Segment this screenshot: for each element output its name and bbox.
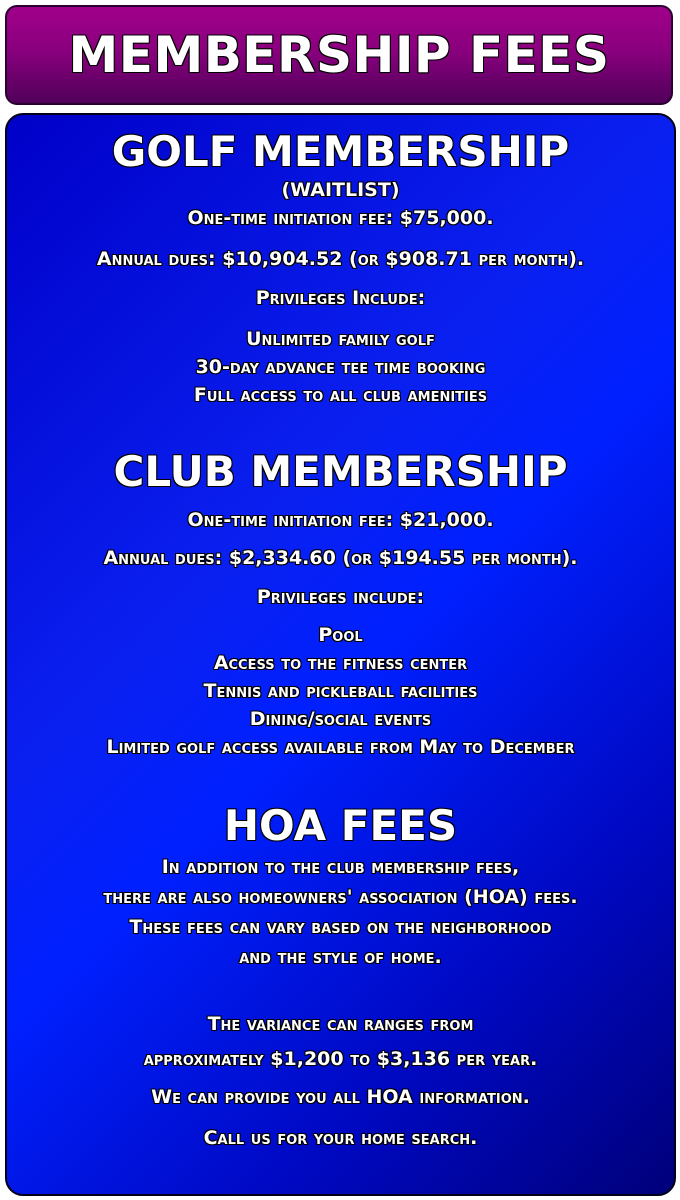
golf-initiation: One-time initiation fee: $75,000. xyxy=(187,207,494,229)
hoa-heading: HOA FEES xyxy=(223,801,458,850)
hoa-paragraph-line: and the style of home. xyxy=(239,946,442,968)
hoa-variance-line: Call us for your home search. xyxy=(203,1127,478,1149)
club-privilege-item: Access to the fitness center xyxy=(213,652,468,674)
hoa-variance-line: The variance can ranges from xyxy=(207,1013,474,1035)
golf-privileges-label: Privileges Include: xyxy=(255,287,426,309)
title-banner xyxy=(5,5,673,105)
golf-annual: Annual dues: $10,904.52 (or $908.71 per month). xyxy=(96,248,585,270)
club-privilege-item: Tennis and pickleball facilities xyxy=(203,680,478,702)
club-annual: Annual dues: $2,334.60 (or $194.55 per month). xyxy=(103,547,578,569)
golf-privilege-item: Unlimited family golf xyxy=(246,328,435,350)
golf-privilege-item: Full access to all club amenities xyxy=(193,384,488,406)
hoa-variance-line: We can provide you all HOA information. xyxy=(151,1086,530,1108)
hoa-paragraph-line: These fees can vary based on the neighborhood xyxy=(129,916,552,938)
hoa-variance-line: approximately $1,200 to $3,136 per year. xyxy=(143,1048,538,1070)
club-privilege-item: Dining/social events xyxy=(249,708,432,730)
club-initiation: One-time initiation fee: $21,000. xyxy=(187,509,494,531)
club-privilege-item: Pool xyxy=(318,624,363,646)
golf-subheading: (WAITLIST) xyxy=(281,179,400,201)
club-privileges-label: Privileges include: xyxy=(256,586,425,608)
golf-heading: GOLF MEMBERSHIP xyxy=(111,127,570,176)
hoa-paragraph-line: In addition to the club membership fees, xyxy=(161,856,520,878)
club-privilege-item: Limited golf access available from May to December xyxy=(106,736,575,758)
fees-panel xyxy=(5,113,676,1196)
club-heading: CLUB MEMBERSHIP xyxy=(113,447,568,496)
page-title: MEMBERSHIP FEES xyxy=(68,26,610,84)
golf-privilege-item: 30-day advance tee time booking xyxy=(195,356,486,378)
hoa-paragraph-line: there are also homeowners' association (HOA) fees. xyxy=(103,886,578,908)
